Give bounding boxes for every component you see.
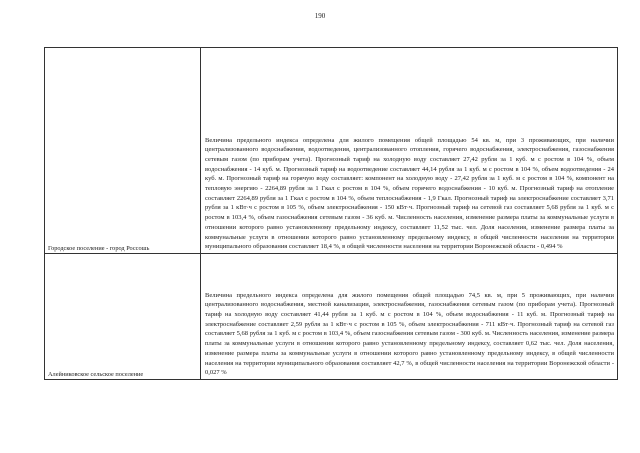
municipality-name: Городское поселение - город Россошь (45, 48, 201, 254)
page-number: 190 (314, 12, 326, 20)
indices-table (44, 47, 618, 380)
municipality-name: Алейниковское сельское поселение (45, 254, 201, 380)
index-description: Величина предельного индекса определена для жилого помещения общей площадью 54 кв. м, при 3 проживающих, при наличии централизованного водоснабжения, водоотведения, централизованного отопления, горячего водоснабжения, электроснабжения, газоснабжения сетевым газом (по приборам учета). Прогнозный тариф на холодную воду составляет 27,42 рубля за 1 куб. м с ростом в 104 %, объем водоснабжения - 14 куб. м. Прогнозный тариф на водоотведение составляет 44,14 рубля за 1 куб. м с ростом в 104 %, объем водоотведения - 24 куб. м. Прогнозный тариф на горячую воду составляет: компонент на холодную воду - 27,42 рубля за 1 куб. м с ростом в 104 %, компонент на тепловую энергию - 2264,89 рубля за 1 Гкал с ростом в 104 %, объем горячего водоснабжения - 10 куб. м. Прогнозный тариф на отопление составляет 2264,89 рубля за 1 Гкал с ростом в 104 %, объем теплоснабжения - 1,9 Гкал. Прогнозный тариф на электроснабжение составляет 3,71 рубля за 1 кВт·ч с ростом в 105 %, объем электроснабжения - 150 кВт·ч. Прогнозный тариф на сетевой газ составляет 5,68 рубля за 1 куб. м с ростом в 103,4 %, объем газоснабжения сетевым газом - 36 куб. м. Численность населения, изменение размера платы за коммунальные услуги в отношении которого равно установленному предельному индексу, составляет 11,52 тыс. чел. Доля населения, изменение размера платы за коммунальные услуги в отношении которого равно установленному предельному индексу, в общей численности населения на территории муниципального образования составляет 18,4 %, в общей численности населения на территории Воронежской области - 0,494 % (201, 48, 618, 254)
table-row (45, 254, 618, 380)
index-description: Величина предельного индекса определена для жилого помещения общей площадью 74,5 кв. м, при 5 проживающих, при наличии централизованного водоснабжения, местной канализации, электроснабжения, газоснабжения сетевым газом (по приборам учета). Прогнозный тариф на холодную воду составляет 41,44 рубля за 1 куб. м с ростом в 104 %, объем водоснабжения - 11 куб. м. Прогнозный тариф на электроснабжение составляет 2,59 рубля за 1 кВт·ч с ростом в 105 %, объем электроснабжения - 711 кВт·ч. Прогнозный тариф на сетевой газ составляет 5,68 рубля за 1 куб. м с ростом в 103,4 %, объем газоснабжения сетевым газом - 300 куб. м. Численность населения, изменение размера платы за коммунальные услуги в отношении которого равно установленному предельному индексу, составляет 0,62 тыс. чел. Доля населения, изменение размера платы за коммунальные услуги в отношении которого равно установленному предельному индексу, в общей численности населения на территории муниципального образования составляет 42,7 %, в общей численности населения на территории Воронежской области - 0,027 % (201, 254, 618, 380)
table-row (45, 48, 618, 254)
